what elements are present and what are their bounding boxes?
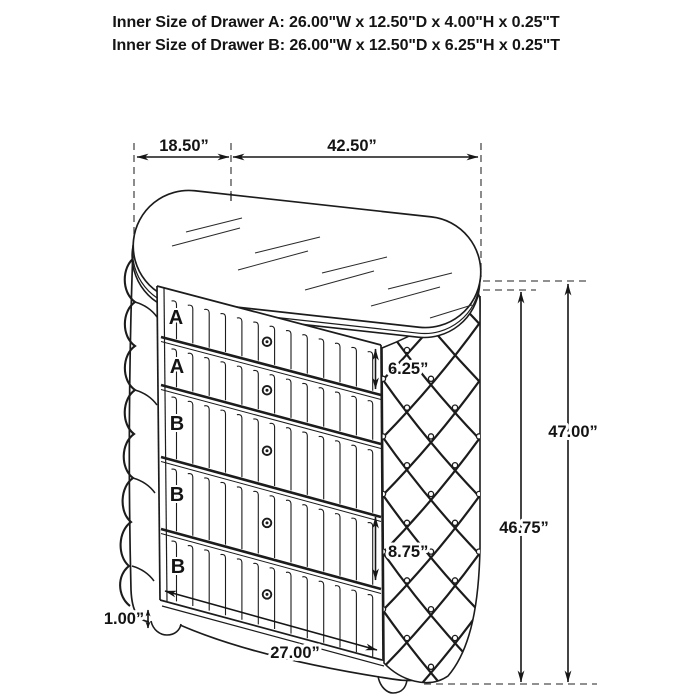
drawer-label-b3: B xyxy=(170,556,186,578)
drawer-knob-center xyxy=(266,389,269,392)
top-width-dimension xyxy=(233,137,478,157)
body-height-dimension xyxy=(499,292,549,682)
tufting-button xyxy=(404,347,409,352)
tufting-button xyxy=(476,549,481,554)
top-depth-label: 18.50” xyxy=(159,137,209,155)
left-tufting-hook-4 xyxy=(132,566,154,581)
left-tufting-hook-3 xyxy=(133,478,155,493)
left-tufting-hook-2 xyxy=(135,390,157,405)
side-panel-outline xyxy=(382,292,480,682)
tufting-button xyxy=(428,376,433,381)
tufting-button xyxy=(404,635,409,640)
tufting-button xyxy=(428,607,433,612)
drawer-a-height-label: 6.25” xyxy=(388,360,429,378)
header-line-drawer-b: Inner Size of Drawer B: 26.00"W x 12.50"D x 6.25"H x 0.25"T xyxy=(112,37,560,54)
drawer-knob-center xyxy=(266,521,269,524)
body-height-label: 46.75” xyxy=(499,519,549,537)
tufting-button xyxy=(476,607,481,612)
overall-height-dimension xyxy=(548,284,598,682)
tufting-button xyxy=(476,664,481,669)
opening-width-label: 27.00” xyxy=(270,644,320,662)
drawer-label-b2: B xyxy=(169,484,185,506)
tufting-button xyxy=(452,405,457,410)
drawer-knob-center xyxy=(266,340,269,343)
drawer-label-b1: B xyxy=(169,413,185,435)
tufting-button xyxy=(404,578,409,583)
drawer-knob-center xyxy=(266,593,269,596)
foot-left xyxy=(151,621,181,635)
header xyxy=(112,14,560,54)
drawer-knob-center xyxy=(266,449,269,452)
top-depth-dimension xyxy=(137,137,229,157)
drawer-label-a1: A xyxy=(168,307,184,329)
tufting-button xyxy=(404,520,409,525)
foot-height-dimension xyxy=(104,610,148,628)
drawer-front-panel xyxy=(157,286,384,666)
tufting-button xyxy=(476,434,481,439)
tufting-button xyxy=(452,578,457,583)
drawer-b-height-label: 8.75” xyxy=(388,543,429,561)
drawer-label-a2: A xyxy=(169,356,185,378)
left-tufting-hook-1 xyxy=(135,302,157,317)
tufting-button xyxy=(452,520,457,525)
header-line-drawer-a: Inner Size of Drawer A: 26.00"W x 12.50"D x 4.00"H x 0.25"T xyxy=(112,14,560,31)
tufting-button xyxy=(428,491,433,496)
tufting-button xyxy=(452,463,457,468)
overall-height-label: 47.00” xyxy=(548,423,598,441)
foot-height-label: 1.00” xyxy=(103,610,145,628)
tufting-button xyxy=(428,549,433,554)
top-width-label: 42.50” xyxy=(327,137,377,155)
tufting-button xyxy=(428,664,433,669)
tufting-button xyxy=(476,491,481,496)
tufting-button xyxy=(404,405,409,410)
tufting-button xyxy=(404,463,409,468)
left-tufting-edge xyxy=(120,258,135,606)
tufting-button xyxy=(428,434,433,439)
tufting-button xyxy=(452,635,457,640)
